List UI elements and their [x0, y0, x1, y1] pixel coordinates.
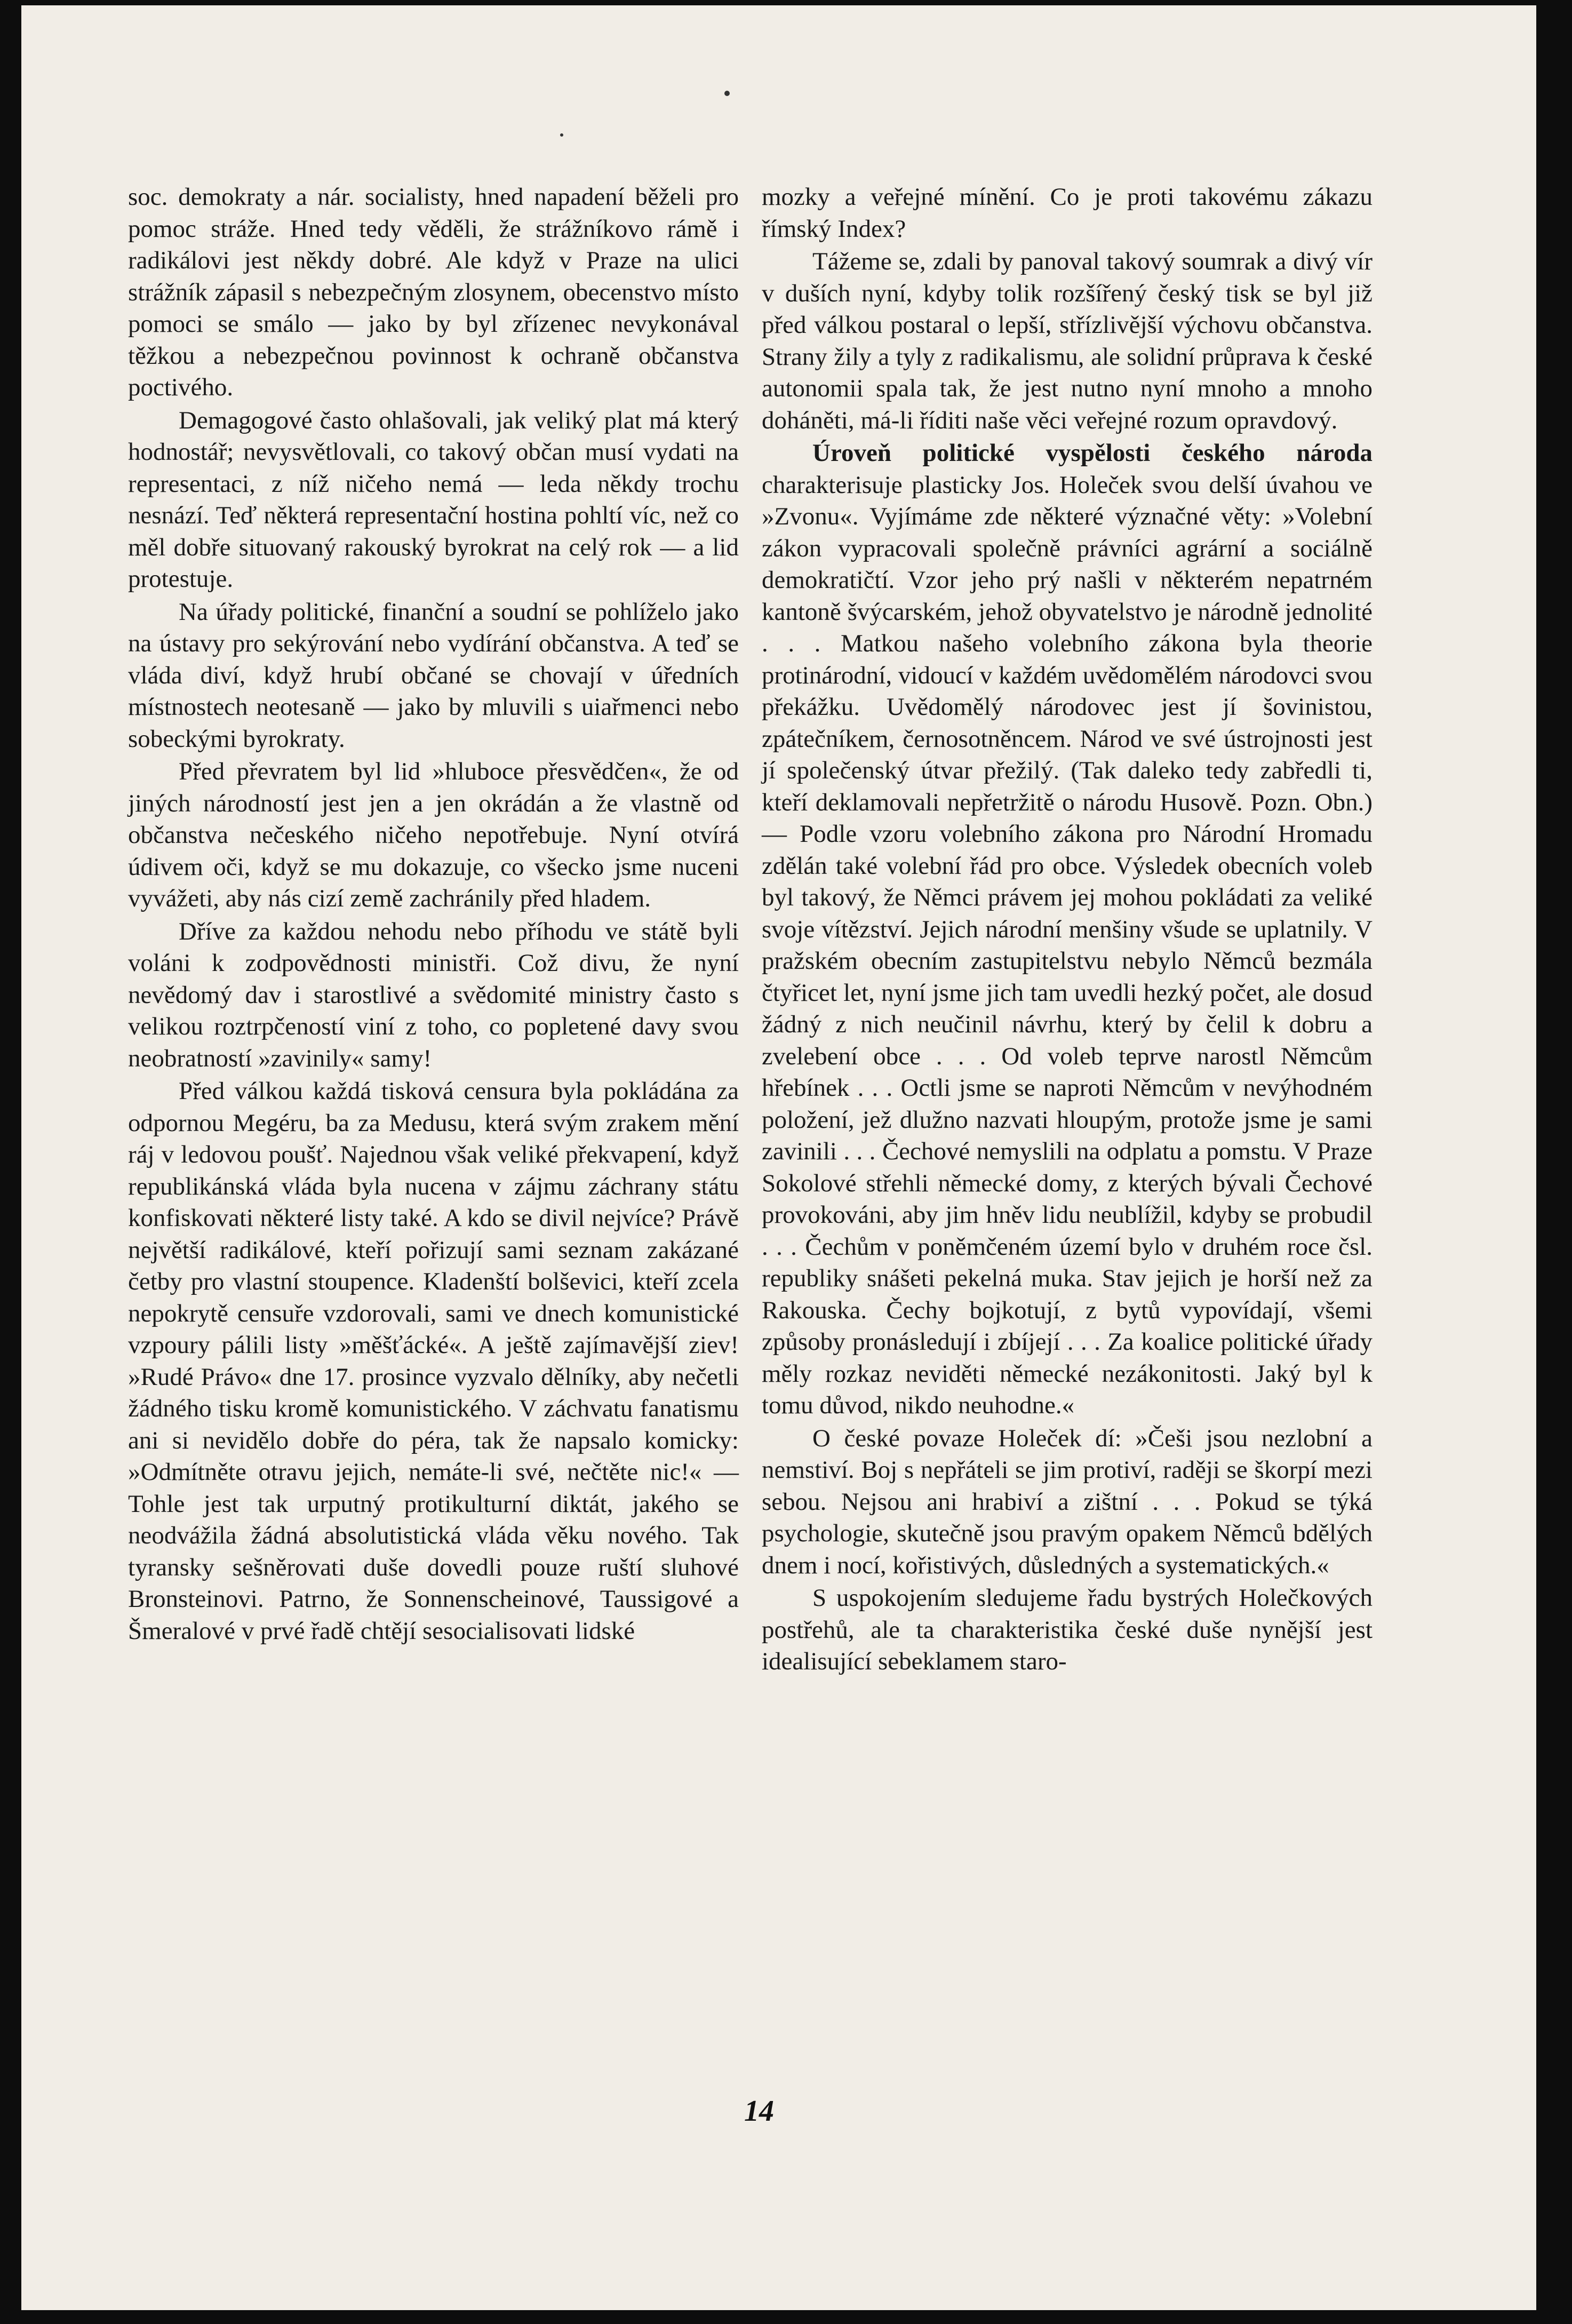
right-column [762, 181, 1372, 1679]
paragraph: O české povaze Holeček dí: »Češi jsou nezlobní a nemstiví. Boj s nepřáteli se jim protiví, raději se škorpí mezi sebou. Nejsou ani hrabiví a zištní . . . Pokud se týká psychologie, skutečně jsou pravým opakem Němců bdělých dnem i nocí, kořistivých, důsledných a systematických.« [762, 1424, 1372, 1579]
paragraph: Před válkou každá tisková censura byla pokládána za odpornou Megéru, ba za Medusu, která svým zrakem mění ráj v ledovou poušť. Najednou však veliké překvapení, když republikánská vláda byla nucena v zájmu záchrany státu konfiskovati některé listy také. A kdo se divil nejvíce? Právě největší radikálové, kteří pořizují sami seznam zakázané četby pro vlastní stoupence. Kladenští bolševici, kteří zcela nepokrytě censuře vzdorovali, sami ve dnech komunistické vzpoury pálili listy »měšťácké«. A ještě zajímavější ziev! »Rudé Právo« dne 17. prosince vyzvalo dělníky, aby nečetli žádného tisku kromě komunistického. V záchvatu fanatismu ani si nevidělo dobře do péra, tak že napsalo komicky: »Odmítněte otravu jejich, nemáte-li své, nečtěte nic!« — Tohle jest tak urputný protikulturní diktát, jakého se neodvážila žádná absolutistická vláda věku nového. Tak tyransky sešněrovati duše dovedli pouze ruští sluhové Bronsteinovi. Patrno, že Sonnenscheinové, Taussigové a Šmeralové v prvé řadě chtějí sesocialisovati lidské [128, 1077, 739, 1645]
paragraph: Na úřady politické, finanční a soudní se pohlíželo jako na ústavy pro sekýrování nebo vydírání občanstva. A teď se vláda diví, když hrubí občané se chovají v úředních místnostech neotesaně — jako by mluvili s uiařmenci nebo sobeckými byrokraty. [128, 598, 739, 753]
page-number: 14 [744, 2095, 774, 2128]
paragraph: Dříve za každou nehodu nebo příhodu ve státě byli voláni k zodpovědnosti ministři. Což divu, že nyní nevědomý dav i starostlivé a svědomité ministry často s velikou roztrpčeností viní z toho, co popletené davy svou neobratností »zavinily« samy! [128, 917, 739, 1072]
document-page [21, 5, 1536, 2310]
paragraph: soc. demokraty a nár. socialisty, hned napadení běželi pro pomoc stráže. Hned tedy věděli, že strážníkovo rámě i radikálovi jest někdy dobré. Ale když v Praze na ulici strážník zápasil s nebezpečným zlosynem, obecenstvo místo pomoci se smálo — jako by byl zřízenec nevykonával těžkou a nebezpečnou povinnost k ochraně občanstva poctivého. [128, 183, 739, 401]
print-speck [560, 133, 563, 137]
paragraph: Před převratem byl lid »hluboce přesvědčen«, že od jiných národností jest jen a jen okrádán a že vlastně od občanstva nečeského ničeho nepotřebuje. Nyní otvírá údivem oči, když se mu dokazuje, co všecko jsme nuceni vyvážeti, aby nás cizí země zachránily před hladem. [128, 758, 739, 912]
paragraph: Tážeme se, zdali by panoval takový soumrak a divý vír v duších nyní, kdyby tolik rozšířený český tisk se byl již před válkou postaral o lepší, střízlivější výchovu občanstva. Strany žily a tyly z radikalismu, ale solidní průprava k české autonomii spala tak, že jest nutno nyní mnoho a mnoho doháněti, má-li říditi naše věci veřejné rozum opravdový. [762, 248, 1372, 434]
paragraph: Demagogové často ohlašovali, jak veliký plat má který hodnostář; nevysvětlovali, co takový občan musí vydati na representaci, z níž ničeho nemá — leda někdy trochu nesnází. Teď některá representační hostina pohltí víc, než co měl dobře situovaný rakouský byrokrat na celý rok — a lid protestuje. [128, 406, 739, 593]
paragraph: mozky a veřejné mínění. Co je proti takovému zákazu římský Index? [762, 183, 1372, 243]
left-column [128, 181, 739, 1648]
paragraph: S uspokojením sledujeme řadu bystrých Holečkových postřehů, ale ta charakteristika české duše nynější jest idealisující sebeklamem staro- [762, 1584, 1372, 1675]
print-speck [724, 91, 730, 96]
bold-lead-text: Úroveň politické vyspělosti českého národa [812, 439, 1372, 467]
paragraph-with-bold-lead: Úroveň politické vyspělosti českého národa charakterisuje plasticky Jos. Holeček svou delší úvahou ve »Zvonu«. Vyjímáme zde některé význačné věty: »Volební zákon vypracovali společně právníci agrární a sociálně demokratičtí. Vzor jeho prý našli v některém nepatrném kantoně švýcarském, jehož obyvatelstvo je národně jednolité . . . Matkou našeho volebního zákona byla theorie protinárodní, vidoucí v každém uvědomělém národovci svou překážku. Uvědomělý národovec jest jí šovinistou, zpátečníkem, černosotněncem. Národ ve své ústrojnosti jest jí společenský útvar přežilý. (Tak daleko tedy zabředli ti, kteří deklamovali nepřetržitě o národu Husově. Pozn. Obn.) — Podle vzoru volebního zákona pro Národní Hromadu zdělán také volební řád pro obce. Výsledek obecních voleb byl takový, že Němci právem jej mohou pokládati za veliké svoje vítězství. Jejich národní menšiny všude se uplatnily. V pražském obecním zastupitelstvu nebylo Němců bezmála čtyřicet let, nyní jsme jich tam uvedli hezký počet, ale dosud žádný z nich neučinil návrhu, který by čelil k dobru a zvelebení obce . . . Od voleb teprve narostl Němcům hřebínek . . . Octli jsme se naproti Němcům v nevýhodném položení, jež dlužno nazvati hloupým, protože jsme je sami zavinili . . . Čechové nemyslili na odplatu a pomstu. V Praze Sokolové střehli německé domy, z kterých bývali Čechové provokováni, aby jim hněv lidu neublížil, kdyby se probudil . . . Čechům v poněmčeném území bylo v druhém roce čsl. republiky snášeti pekelná muka. Stav jejich je horší než za Rakouska. Čechy bojkotují, z bytů vypovídají, všemi způsoby pronásledují i zbíjejí . . . Za koalice politické úřady měly rozkaz neviděti německé nezákonitosti. Jaký byl k tomu důvod, nikdo neuhodne.« [762, 439, 1372, 1419]
